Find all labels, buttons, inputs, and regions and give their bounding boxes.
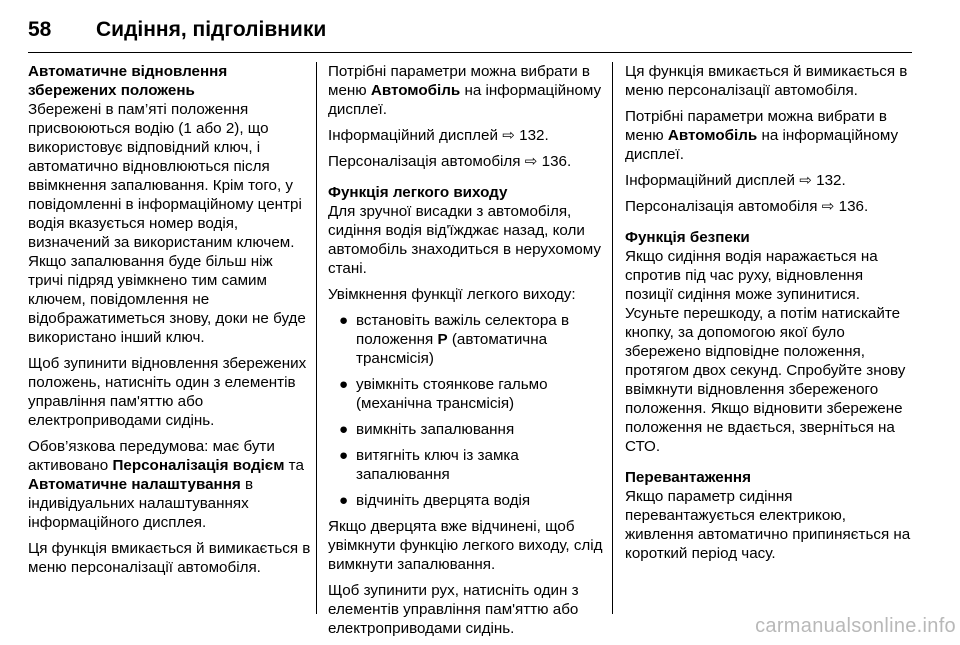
- page-title: Сидіння, підголівники: [96, 18, 327, 41]
- section-heading-overload: Перевантаження: [625, 469, 751, 486]
- cross-reference[interactable]: Інформаційний дисплей ⇨ 132.: [625, 172, 846, 189]
- column-2: [328, 62, 614, 645]
- cross-reference[interactable]: Інформаційний дисплей ⇨ 132.: [328, 127, 549, 144]
- bullet-icon: ●: [339, 312, 349, 329]
- list-item: ● вимкніть запалювання: [339, 421, 515, 438]
- paragraph: Для зручної висадки з автомобіля, сидіння водія від'їжджає назад, коли автомобіль знаходиться в нерухомому стані.: [328, 203, 601, 277]
- list-item: ● відчиніть дверцята водія: [339, 492, 531, 509]
- paragraph-prerequisite: Обов’язкова передумова: має бути активовано Персоналізація водієм та Автоматичне налаштування в індивідуальних налаштуваннях інформаційного дисплея.: [28, 438, 304, 531]
- menu-term: Персоналізація водієм: [112, 457, 285, 474]
- bullet-icon: ●: [339, 376, 349, 393]
- paragraph: Щоб зупинити рух, натисніть один з елементів управління пам'яттю або електроприводами сидінь.: [328, 582, 579, 637]
- bullet-icon: ●: [339, 447, 349, 464]
- paragraph: Якщо сидіння водія наражається на спротив під час руху, відновлення позиції сидіння може зупинитися. Усуньте перешкоду, а потім натискайте кнопку, за допомогою якої було збережено відповідне положення, протягом двох секунд. Спробуйте знову ввімкнути відновлення збереженого положення. Якщо відновити збережене положення не вдається, зверніться на СТО.: [625, 248, 906, 455]
- column-1: [28, 62, 312, 584]
- paragraph: Увімкнення функції легкого виходу:: [328, 286, 576, 303]
- paragraph: Якщо параметр сидіння перевантажується електрикою, живлення автоматично припиняється на короткий період часу.: [625, 488, 911, 562]
- list-item: ● витягніть ключ із замка запалювання: [339, 447, 519, 483]
- menu-term: Автоматичне налаштування: [28, 476, 241, 493]
- list-item: ● увімкніть стоянкове гальмо (механічна трансмісія): [339, 376, 548, 412]
- paragraph: Ця функція вмикається й вимикається в меню персоналізації автомобіля.: [625, 63, 908, 99]
- column-divider-1: [316, 62, 317, 614]
- cross-reference[interactable]: Персоналізація автомобіля ⇨ 136.: [625, 198, 869, 215]
- section-heading-auto-restore: Автоматичне відновлення збережених положень: [28, 63, 228, 99]
- page-number: 58: [28, 18, 52, 41]
- bullet-icon: ●: [339, 492, 349, 509]
- menu-term: Автомобіль: [370, 82, 461, 99]
- paragraph: Потрібні параметри можна вибрати в меню Автомобіль на інформаційному дисплеї.: [625, 108, 899, 163]
- section-heading-easy-exit: Функція легкого виходу: [328, 184, 508, 201]
- list-item: ● встановіть важіль селектора в положення P (автоматична трансмісія): [339, 312, 570, 367]
- header-rule: [28, 52, 912, 53]
- paragraph: Якщо дверцята вже відчинені, щоб увімкнути функцію легкого виходу, слід вимкнути запалювання.: [328, 518, 603, 573]
- paragraph: Щоб зупинити відновлення збережених положень, натисніть один з елементів управління пам'яттю або електроприводами сидінь.: [28, 355, 307, 429]
- watermark: carmanualsonline.info: [755, 615, 956, 637]
- bullet-icon: ●: [339, 421, 349, 438]
- page-header: [28, 18, 912, 42]
- section-heading-safety: Функція безпеки: [625, 229, 750, 246]
- menu-term: Автомобіль: [667, 127, 758, 144]
- cross-reference[interactable]: Персоналізація автомобіля ⇨ 136.: [328, 153, 572, 170]
- paragraph: Збережені в пам’яті положення присвоюються водію (1 або 2), що використовує відповідний ключ, і автоматично відновлюються після ввімкнення запалювання. Крім того, у повідомленні в інформаційному центрі водія вказується номер водія, визначений за використаним ключем. Якщо запалювання буде більш ніж тричі підряд увімкнено тим самим ключем, повідомлення не відображатиметься знову, доки не буде використано інший ключ.: [28, 101, 306, 346]
- column-3: [625, 62, 915, 570]
- paragraph: Ця функція вмикається й вимикається в меню персоналізації автомобіля.: [28, 540, 311, 576]
- paragraph: Потрібні параметри можна вибрати в меню Автомобіль на інформаційному дисплеї.: [328, 63, 602, 118]
- easy-exit-conditions-list: [328, 311, 614, 510]
